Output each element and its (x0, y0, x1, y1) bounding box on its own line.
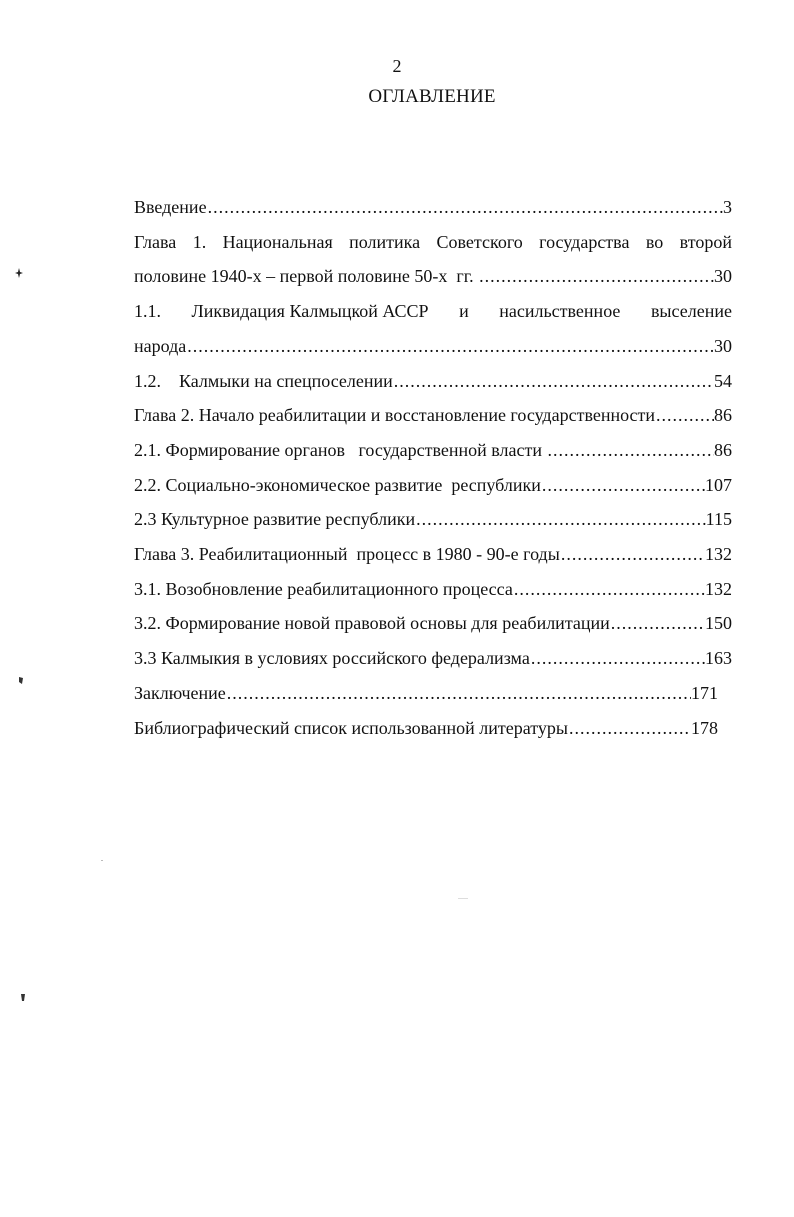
dot-leader (611, 606, 705, 641)
toc-entry-page: 86 (714, 439, 732, 460)
toc-entry-section-3-2[interactable] (134, 606, 732, 641)
scan-speck-mark (15, 268, 21, 277)
toc-entry-chapter-2[interactable] (134, 398, 732, 433)
toc-word: Глава (134, 231, 177, 252)
toc-entry-page: 171 (691, 682, 718, 703)
toc-word: 1. (192, 231, 207, 252)
scan-speck-dot (101, 860, 103, 861)
toc-entry-label: 3.2. Формирование новой правовой основы для реабилитации (134, 613, 610, 634)
dot-leader (208, 190, 723, 225)
toc-entry-section-1-1-line-2[interactable] (134, 329, 732, 364)
toc-entry-section-1-1-line-1[interactable] (134, 294, 732, 329)
scan-speck-mark (20, 993, 26, 1002)
toc-entry-chapter-3[interactable] (134, 537, 732, 572)
toc-entry-section-3-3[interactable] (134, 641, 732, 676)
toc-entry-label: 3.3 Калмыкия в условиях российского федерализма (134, 648, 530, 669)
toc-entry-page: 178 (691, 717, 718, 738)
toc-entry-page: 3 (723, 197, 732, 217)
dot-leader (227, 676, 691, 711)
toc-entry-label: 3.1. Возобновление реабилитационного процесса (134, 578, 513, 599)
toc-word: Национальная (222, 231, 333, 252)
toc-entry-page: 132 (705, 544, 732, 565)
toc-word: насильственное (499, 301, 621, 322)
toc-entry-label: Заключение (134, 682, 226, 703)
toc-word: политика (349, 231, 421, 252)
dot-leader (531, 641, 705, 676)
toc-entry-section-2-2[interactable] (134, 468, 732, 503)
dot-leader (569, 711, 691, 746)
scan-speck-mark (18, 676, 24, 685)
table-of-contents (134, 190, 732, 745)
toc-entry-section-2-1[interactable] (134, 433, 732, 468)
toc-entry-page: 107 (705, 474, 732, 495)
toc-entry-page: 30 (714, 266, 732, 287)
toc-entry-label: половине 1940-х – первой половине 50-х гг. (134, 266, 479, 287)
toc-entry-page: 150 (705, 613, 732, 634)
dot-leader (656, 398, 714, 433)
toc-entry-page: 54 (714, 370, 732, 391)
dot-leader (394, 364, 714, 399)
toc-entry-label: Введение (134, 197, 207, 217)
page-number: 2 (392, 56, 402, 76)
toc-entry-conclusion[interactable] (134, 676, 718, 711)
toc-word: государства (539, 231, 630, 252)
dot-leader (542, 468, 705, 503)
toc-word: Советского (436, 231, 523, 252)
dot-leader (514, 572, 705, 607)
dot-leader (416, 502, 706, 537)
toc-entry-page: 86 (714, 405, 732, 426)
toc-entry-section-3-1[interactable] (134, 572, 732, 607)
toc-word: выселение (650, 301, 732, 322)
toc-entry-introduction[interactable] (134, 190, 732, 225)
toc-word: во (645, 231, 664, 252)
toc-entry-label: 2.3 Культурное развитие республики (134, 509, 416, 530)
toc-entry-label: 2.2. Социально-экономическое развитие республики (134, 474, 541, 495)
toc-entry-page: 163 (705, 648, 732, 669)
scan-speck-line (458, 898, 468, 899)
toc-entry-bibliography[interactable] (134, 711, 718, 746)
toc-entry-label: Библиографический список использованной литературы (134, 717, 569, 738)
toc-entry-section-2-3[interactable] (134, 502, 732, 537)
toc-word: 1.1. (134, 301, 161, 322)
toc-word: второй (679, 231, 732, 252)
dot-leader (561, 537, 705, 572)
toc-entry-page: 30 (714, 335, 732, 356)
toc-word: Ликвидация Калмыцкой АССР (191, 301, 429, 322)
dot-leader (479, 259, 714, 294)
toc-entry-section-1-2[interactable] (134, 364, 732, 399)
toc-entry-label: Глава 3. Реабилитационный процесс в 1980 - 90-е годы (134, 544, 560, 565)
toc-entry-label: 1.2. Калмыки на спецпоселении (134, 370, 393, 391)
page-title: ОГЛАВЛЕНИЕ (368, 86, 496, 107)
dot-leader (548, 433, 715, 468)
toc-entry-page: 132 (705, 578, 732, 599)
toc-entry-label: народа (134, 335, 187, 356)
toc-entry-label: 2.1. Формирование органов государственной власти (134, 439, 547, 460)
toc-entry-page: 115 (705, 509, 732, 530)
toc-entry-chapter-1-line-2[interactable] (134, 259, 732, 294)
dot-leader (187, 329, 714, 364)
toc-entry-chapter-1-line-1[interactable] (134, 225, 732, 260)
toc-entry-label: Глава 2. Начало реабилитации и восстановление государственности (134, 405, 656, 426)
toc-word: и (459, 301, 469, 322)
